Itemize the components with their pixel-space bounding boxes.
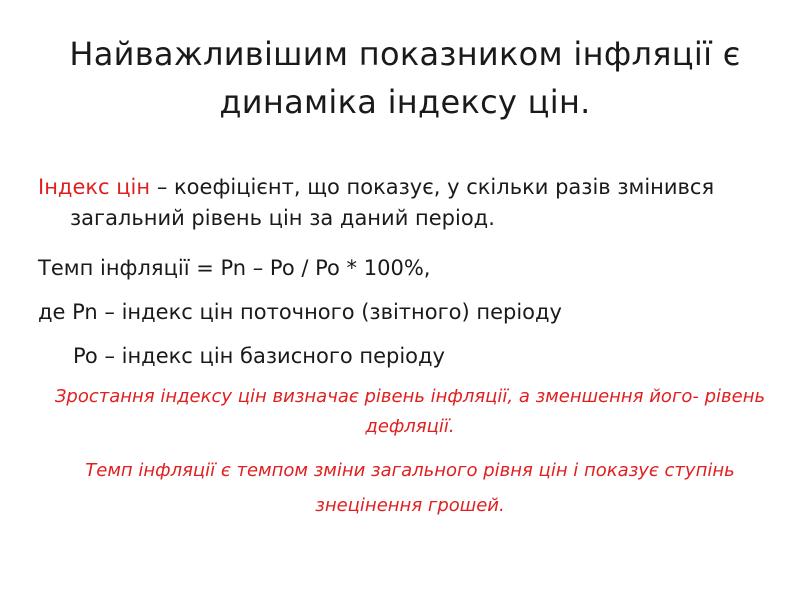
slide-title: Найважливішим показником інфляції є динаміка індексу цін.	[69, 35, 741, 121]
price-index-definition	[38, 172, 800, 234]
price-index-definition-text: – коефіцієнт, що показує, у скільки разів змінився загальний рівень цін за даний період.	[70, 175, 715, 230]
inflation-rate-formula: Темп інфляції = Pn – Po / Po * 100%,	[38, 256, 431, 280]
inflation-deflation-note: Зростання індексу цін визначає рівень інфляції, а зменшення його- рівень дефляції.	[54, 386, 766, 437]
pn-explanation: де Pn – індекс цін поточного (звітного) періоду	[38, 300, 562, 324]
inflation-rate-note: Темп інфляції є темпом зміни загального рівня цін і показує ступінь знецінення грошей.	[85, 460, 735, 516]
po-explanation: Po – індекс цін базисного періоду	[73, 344, 445, 368]
price-index-term: Індекс цін	[38, 175, 151, 199]
